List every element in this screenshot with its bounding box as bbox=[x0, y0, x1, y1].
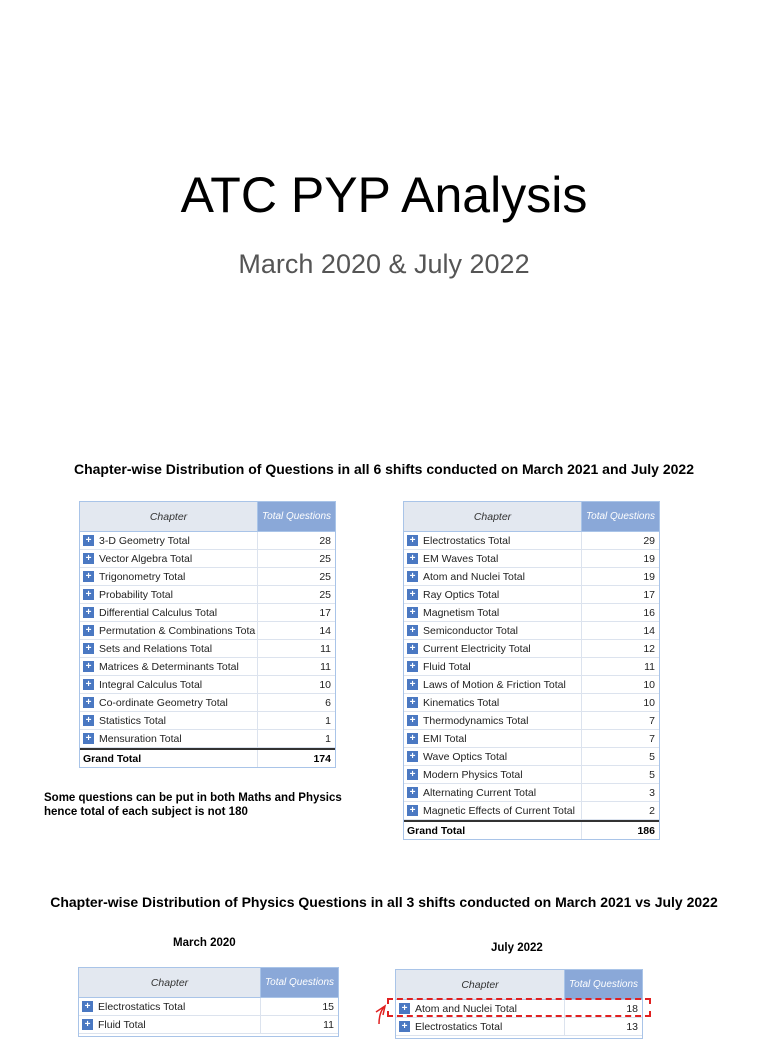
expand-plus-icon[interactable]: + bbox=[83, 679, 94, 690]
table-row bbox=[404, 766, 659, 784]
chapter-label: Statistics Total bbox=[99, 714, 166, 727]
expand-plus-icon[interactable]: + bbox=[83, 553, 94, 564]
expand-plus-icon[interactable]: + bbox=[407, 571, 418, 582]
table-row bbox=[404, 676, 659, 694]
expand-plus-icon[interactable]: + bbox=[82, 1019, 93, 1030]
grand-total-label: Grand Total bbox=[80, 750, 258, 767]
expand-plus-icon[interactable]: + bbox=[83, 571, 94, 582]
expand-plus-icon[interactable]: + bbox=[407, 679, 418, 690]
chapter-label: Trigonometry Total bbox=[99, 570, 186, 583]
total-questions-cell: 28 bbox=[319, 534, 331, 547]
expand-plus-icon[interactable]: + bbox=[407, 553, 418, 564]
table-row bbox=[404, 712, 659, 730]
total-questions-cell: 6 bbox=[325, 696, 331, 709]
total-questions-column-header: Total Questions bbox=[565, 970, 642, 999]
chapter-label: Modern Physics Total bbox=[423, 768, 523, 781]
expand-plus-icon[interactable]: + bbox=[407, 805, 418, 816]
total-questions-cell: 12 bbox=[643, 642, 655, 655]
chapter-label: Atom and Nuclei Total bbox=[423, 570, 525, 583]
chapter-label: Mensuration Total bbox=[99, 732, 182, 745]
highlight-box bbox=[387, 998, 651, 1017]
total-questions-column-header: Total Questions bbox=[582, 502, 659, 531]
physics-pivot-table bbox=[403, 501, 660, 840]
total-questions-cell: 18 bbox=[626, 1002, 638, 1015]
total-questions-cell: 7 bbox=[649, 714, 655, 727]
table-row bbox=[404, 730, 659, 748]
chapter-cell bbox=[80, 550, 258, 567]
table-row bbox=[404, 550, 659, 568]
table-row bbox=[80, 640, 335, 658]
total-questions-cell: 10 bbox=[643, 696, 655, 709]
total-questions-cell: 2 bbox=[649, 804, 655, 817]
total-questions-cell: 17 bbox=[643, 588, 655, 601]
chapter-cell bbox=[404, 604, 582, 621]
expand-plus-icon[interactable]: + bbox=[83, 661, 94, 672]
total-questions-cell: 29 bbox=[643, 534, 655, 547]
chapter-cell bbox=[80, 604, 258, 621]
chapter-cell bbox=[404, 658, 582, 675]
table-row bbox=[404, 532, 659, 550]
table-header bbox=[396, 970, 642, 1000]
chapter-label: Current Electricity Total bbox=[423, 642, 531, 655]
chapter-cell bbox=[404, 694, 582, 711]
table-row bbox=[79, 998, 338, 1016]
chapter-column-header: Chapter bbox=[80, 502, 258, 531]
section-heading-physics-comparison: Chapter-wise Distribution of Physics Questions in all 3 shifts conducted on March 2021 vs July 2022 bbox=[50, 894, 718, 910]
chapter-cell bbox=[404, 640, 582, 657]
total-questions-cell: 1 bbox=[325, 732, 331, 745]
table-row bbox=[404, 640, 659, 658]
expand-plus-icon[interactable]: + bbox=[407, 625, 418, 636]
total-questions-cell: 14 bbox=[319, 624, 331, 637]
expand-plus-icon[interactable]: + bbox=[407, 769, 418, 780]
chapter-label: Thermodynamics Total bbox=[423, 714, 529, 727]
red-arrow-icon bbox=[373, 1004, 389, 1028]
expand-plus-icon[interactable]: + bbox=[407, 661, 418, 672]
chapter-cell bbox=[80, 622, 258, 639]
chapter-label: Electrostatics Total bbox=[415, 1020, 503, 1033]
total-questions-cell: 13 bbox=[626, 1020, 638, 1033]
table-row bbox=[404, 622, 659, 640]
chapter-label: Sets and Relations Total bbox=[99, 642, 213, 655]
expand-plus-icon[interactable]: + bbox=[407, 787, 418, 798]
chapter-cell bbox=[79, 1016, 261, 1033]
chapter-cell bbox=[80, 532, 258, 549]
chapter-label: Co-ordinate Geometry Total bbox=[99, 696, 228, 709]
total-questions-cell: 11 bbox=[644, 660, 655, 673]
total-questions-cell: 25 bbox=[319, 552, 331, 565]
total-questions-cell: 11 bbox=[320, 642, 331, 655]
table-header bbox=[404, 502, 659, 532]
chapter-cell bbox=[396, 1018, 565, 1035]
chapter-label: Vector Algebra Total bbox=[99, 552, 193, 565]
chapter-label: Probability Total bbox=[99, 588, 173, 601]
expand-plus-icon[interactable]: + bbox=[83, 589, 94, 600]
expand-plus-icon[interactable]: + bbox=[407, 589, 418, 600]
chapter-cell bbox=[80, 568, 258, 585]
chapter-label: Laws of Motion & Friction Total bbox=[423, 678, 566, 691]
table-row bbox=[404, 748, 659, 766]
chapter-column-header: Chapter bbox=[404, 502, 582, 531]
expand-plus-icon[interactable]: + bbox=[407, 697, 418, 708]
expand-plus-icon[interactable]: + bbox=[407, 607, 418, 618]
table-row bbox=[80, 532, 335, 550]
table-row bbox=[80, 604, 335, 622]
table-row bbox=[404, 658, 659, 676]
slide-title: ATC PYP Analysis bbox=[180, 167, 588, 223]
chapter-label: Ray Optics Total bbox=[423, 588, 500, 601]
chapter-cell bbox=[404, 802, 582, 819]
expand-plus-icon[interactable]: + bbox=[82, 1001, 93, 1012]
chapter-cell bbox=[404, 586, 582, 603]
table-row bbox=[80, 622, 335, 640]
expand-plus-icon[interactable]: + bbox=[83, 643, 94, 654]
grand-total-row bbox=[80, 748, 335, 767]
table-row bbox=[80, 658, 335, 676]
table-row bbox=[404, 802, 659, 820]
table-row bbox=[404, 568, 659, 586]
total-questions-cell: 1 bbox=[325, 714, 331, 727]
expand-plus-icon[interactable]: + bbox=[83, 625, 94, 636]
total-questions-cell: 3 bbox=[649, 786, 655, 799]
chapter-label: Permutation & Combinations Tota bbox=[99, 624, 256, 637]
chapter-cell bbox=[404, 784, 582, 801]
chapter-cell bbox=[80, 712, 258, 729]
table-row bbox=[80, 694, 335, 712]
total-questions-cell: 25 bbox=[319, 588, 331, 601]
chapter-label: Semiconductor Total bbox=[423, 624, 518, 637]
total-questions-cell: 14 bbox=[643, 624, 655, 637]
chapter-cell bbox=[80, 694, 258, 711]
total-questions-cell: 19 bbox=[643, 552, 655, 565]
total-questions-column-header: Total Questions bbox=[258, 502, 335, 531]
total-questions-cell: 11 bbox=[320, 660, 331, 673]
grand-total-label: Grand Total bbox=[404, 822, 582, 839]
maths-pivot-table bbox=[79, 501, 336, 768]
chapter-label: Differential Calculus Total bbox=[99, 606, 218, 619]
chapter-label: EMI Total bbox=[423, 732, 467, 745]
chapter-label: Fluid Total bbox=[423, 660, 471, 673]
chapter-label: Magnetic Effects of Current Total bbox=[423, 804, 575, 817]
total-questions-cell: 7 bbox=[649, 732, 655, 745]
july-2022-label: July 2022 bbox=[491, 942, 543, 954]
expand-plus-icon[interactable]: + bbox=[407, 535, 418, 546]
total-questions-cell: 25 bbox=[319, 570, 331, 583]
table-row bbox=[404, 604, 659, 622]
table-row bbox=[396, 1018, 642, 1036]
chapter-cell bbox=[80, 676, 258, 693]
chapter-label: Kinematics Total bbox=[423, 696, 500, 709]
expand-plus-icon[interactable]: + bbox=[83, 733, 94, 744]
chapter-cell bbox=[404, 748, 582, 765]
chapter-cell bbox=[404, 730, 582, 747]
table-row bbox=[80, 586, 335, 604]
table-header bbox=[79, 968, 338, 998]
chapter-label: EM Waves Total bbox=[423, 552, 499, 565]
total-questions-cell: 10 bbox=[643, 678, 655, 691]
chapter-label: Electrostatics Total bbox=[423, 534, 511, 547]
expand-plus-icon[interactable]: + bbox=[399, 1003, 410, 1014]
chapter-column-header: Chapter bbox=[396, 970, 565, 999]
total-questions-cell: 16 bbox=[643, 606, 655, 619]
expand-plus-icon[interactable]: + bbox=[407, 715, 418, 726]
expand-plus-icon[interactable]: + bbox=[83, 535, 94, 546]
subject-overlap-note: Some questions can be put in both Maths and Physics hence total of each subject is not 180 bbox=[44, 792, 342, 818]
table-row bbox=[404, 694, 659, 712]
expand-plus-icon[interactable]: + bbox=[407, 733, 418, 744]
chapter-cell bbox=[404, 766, 582, 783]
chapter-cell bbox=[80, 640, 258, 657]
total-questions-cell: 17 bbox=[319, 606, 331, 619]
grand-total-value: 186 bbox=[637, 824, 655, 837]
chapter-label: Electrostatics Total bbox=[98, 1000, 186, 1013]
expand-plus-icon[interactable]: + bbox=[83, 697, 94, 708]
grand-total-value: 174 bbox=[313, 752, 331, 765]
table-header bbox=[80, 502, 335, 532]
expand-plus-icon[interactable]: + bbox=[407, 751, 418, 762]
total-questions-column-header: Total Questions bbox=[261, 968, 338, 997]
chapter-cell bbox=[404, 622, 582, 639]
chapter-label: Alternating Current Total bbox=[423, 786, 537, 799]
expand-plus-icon[interactable]: + bbox=[407, 643, 418, 654]
expand-plus-icon[interactable]: + bbox=[399, 1021, 410, 1032]
chapter-label: 3-D Geometry Total bbox=[99, 534, 190, 547]
chapter-label: Wave Optics Total bbox=[423, 750, 508, 763]
table-row bbox=[80, 676, 335, 694]
slide-subtitle: March 2020 & July 2022 bbox=[238, 249, 530, 279]
expand-plus-icon[interactable]: + bbox=[83, 715, 94, 726]
chapter-label: Fluid Total bbox=[98, 1018, 146, 1031]
total-questions-cell: 15 bbox=[322, 1000, 334, 1013]
expand-plus-icon[interactable]: + bbox=[83, 607, 94, 618]
section-heading-all-shifts: Chapter-wise Distribution of Questions in all 6 shifts conducted on March 2021 and July 2022 bbox=[73, 461, 695, 477]
chapter-column-header: Chapter bbox=[79, 968, 261, 997]
chapter-cell bbox=[404, 568, 582, 585]
total-questions-cell: 19 bbox=[643, 570, 655, 583]
chapter-cell bbox=[80, 586, 258, 603]
chapter-label: Atom and Nuclei Total bbox=[415, 1002, 517, 1015]
chapter-label: Matrices & Determinants Total bbox=[99, 660, 239, 673]
chapter-cell bbox=[404, 532, 582, 549]
table-row bbox=[79, 1016, 338, 1034]
total-questions-cell: 10 bbox=[319, 678, 331, 691]
table-row bbox=[80, 712, 335, 730]
chapter-cell bbox=[80, 658, 258, 675]
march-2020-pivot-table bbox=[78, 967, 339, 1037]
chapter-cell bbox=[79, 998, 261, 1015]
chapter-label: Integral Calculus Total bbox=[99, 678, 203, 691]
chapter-cell bbox=[404, 550, 582, 567]
march-2020-label: March 2020 bbox=[173, 937, 236, 949]
chapter-cell bbox=[404, 712, 582, 729]
grand-total-row bbox=[404, 820, 659, 839]
total-questions-cell: 5 bbox=[649, 750, 655, 763]
table-row bbox=[80, 730, 335, 748]
total-questions-cell: 11 bbox=[323, 1018, 334, 1031]
total-questions-cell: 5 bbox=[649, 768, 655, 781]
chapter-cell bbox=[80, 730, 258, 747]
table-row bbox=[80, 550, 335, 568]
table-row bbox=[404, 586, 659, 604]
table-row bbox=[80, 568, 335, 586]
table-row bbox=[404, 784, 659, 802]
chapter-label: Magnetism Total bbox=[423, 606, 500, 619]
chapter-cell bbox=[404, 676, 582, 693]
